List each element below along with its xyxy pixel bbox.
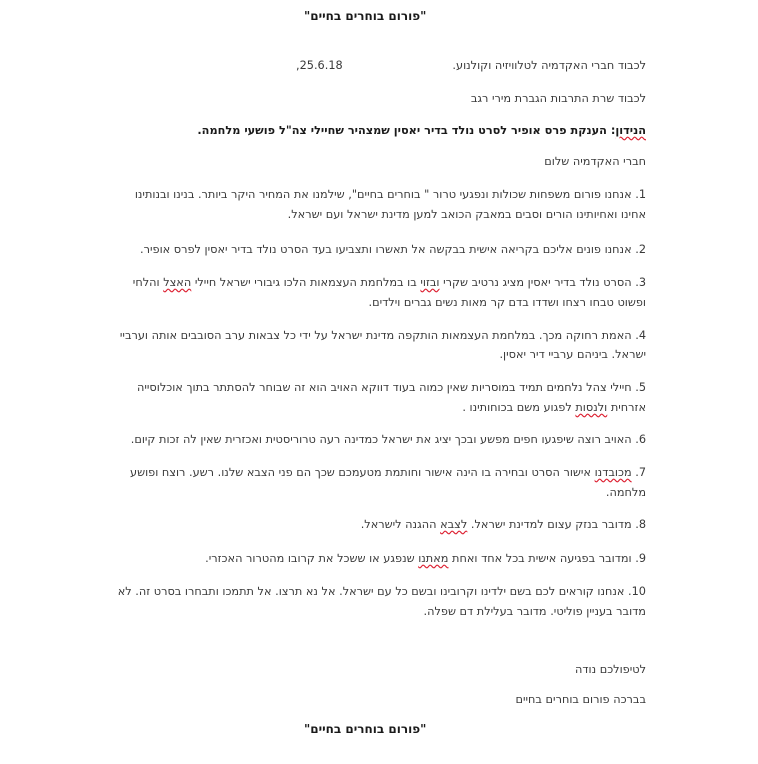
paragraph-4-line-1: 4. האמת רחוקה מכך. במלחמת העצמאות הותקפה מדינת ישראל על ידי כל צבאות ערב הסובבים אותה וערביי: [119, 329, 646, 342]
misspelled-word: ולנסות: [575, 401, 608, 414]
subject-line: [197, 124, 646, 138]
paragraph-8: 8. מדובר בנזק עצום למדינת ישראל. לצבא ההגנה לישראל.: [360, 518, 646, 531]
paragraph-1-line-2: אחינו ואחיותינו הורים וסבים במאבק הכואב למען מדינת ישראל ועם ישראל.: [287, 208, 646, 221]
paragraph-3-line-2: ופשוט טבחו רצחו ושדדו בדם קר מאות נשים גברים וילדים.: [368, 296, 646, 309]
letter-date: ,25.6.18: [296, 59, 343, 72]
header-title: "פורום בוחרים בחיים": [304, 9, 427, 23]
paragraph-10-line-2: מדובר בעניין פוליטי. מדובר בעלילת דם שפלה.: [423, 605, 646, 618]
subject-label: הנידון: [615, 124, 646, 137]
paragraph-1-line-1: 1. אנחנו פורום משפחות שכולות ונפגעי טרור " בוחרים בחיים", שילמנו את המחיר היקר ביותר. בנינו ובנותינו: [134, 188, 646, 201]
misspelled-word: האצל: [163, 276, 192, 289]
paragraph-2: 2. אנחנו פונים אליכם בקריאה אישית בבקשה אל תאשרו ותצביעו בעד הסרט נולד בדיר יאסין לפרס אופיר.: [140, 243, 646, 256]
paragraph-4-line-2: ישראל. ביניהם ערביי דיר יאסין.: [499, 348, 646, 361]
misspelled-word: ובזוי: [420, 276, 440, 289]
footer-title: "פורום בוחרים בחיים": [304, 722, 427, 736]
addressee-academy: לכבוד חברי האקדמיה לטלוויזיה וקולנוע.: [452, 59, 646, 72]
paragraph-5-line-2: אזרחית ולנסות לפגוע משם בכוחותינו .: [462, 401, 646, 414]
closing-signoff: בברכה פורום בוחרים בחיים: [515, 693, 646, 706]
closing-thanks: לטיפולכם נודה: [574, 663, 646, 676]
misspelled-word: מכובדנו: [594, 466, 632, 479]
misspelled-word: מאתנו: [418, 552, 449, 565]
paragraph-7-line-2: מלחמה.: [605, 486, 646, 499]
subject-text: : הענקת פרס אופיר לסרט נולד בדיר יאסין שמצהיר שחיילי צה"ל פושעי מלחמה.: [197, 124, 616, 137]
paragraph-10-line-1: 10. אנחנו קוראים לכם בשם ילדינו וקרובינו ובשם כל עם ישראל. אל נא תרצו. אל תתמכו ותבחרו בסרט זה. לא: [117, 585, 646, 598]
paragraph-5-line-1: 5. חיילי צהל נלחמים תמיד במוסריות שאין כמוה בעוד דווקא האויב הוא זה שבוחר להסתתר בתוך אוכלוסייה: [136, 381, 646, 394]
addressee-minister: לכבוד שרת התרבות הגברת מירי רגב: [470, 92, 646, 105]
paragraph-6: 6. האויב רוצה שיפגעו חפים מפשע ובכך יציג את ישראל כמדינה רעה טרוריסטית ואכזרית שאין לה זכות קיום.: [130, 433, 646, 446]
paragraph-3-line-1: 3. הסרט נולד בדיר יאסין מציג נרטיב שקרי ובזוי בו במלחמת העצמאות הלכו גיבורי ישראל חיילי האצל והלחי: [132, 276, 646, 289]
greeting: חברי האקדמיה שלום: [544, 155, 646, 168]
paragraph-7-line-1: 7. מכובדנו אישור הסרט ובחירה בו הינה אישור וחותמת מטעמכם שכך הם פני הצבא שלנו. רשע. רוצח ופושע: [130, 466, 646, 479]
misspelled-word: לצבא: [440, 518, 468, 531]
paragraph-9: 9. ומדובר בפגיעה אישית בכל אחד ואחת מאתנו שנפגע או ששכל את קרובו מהטרור האכזרי.: [205, 552, 646, 565]
